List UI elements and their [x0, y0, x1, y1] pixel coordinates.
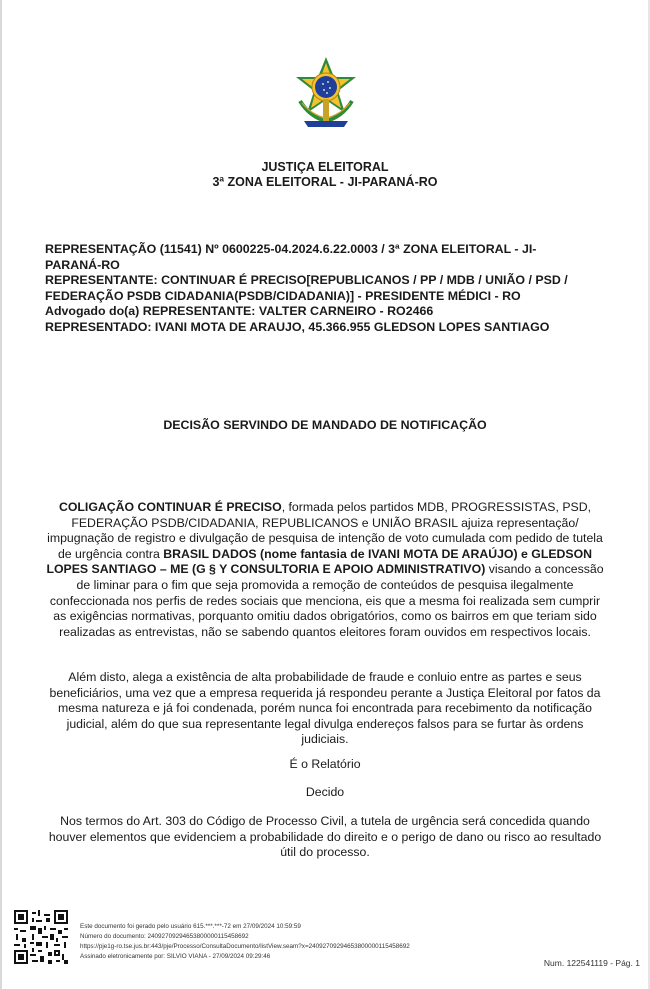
page-number: Num. 122541119 - Pág. 1	[543, 958, 640, 968]
report-line: É o Relatório	[289, 757, 361, 771]
electoral-zone: 3ª ZONA ELEITORAL - JI-PARANÁ-RO	[212, 175, 438, 189]
lawyer: Advogado do(a) REPRESENTANTE: VALTER CARNEIRO - RO2466	[45, 304, 434, 319]
paragraph-legal-basis: Nos termos do Art. 303 do Código de Processo Civil, a tutela de urgência será concedida quando houver elementos que evidenciem a probabilidade do direito e o perigo de dano ou risco ao resultado útil do processo.	[48, 814, 602, 860]
case-number-continuation: PARANÁ-RO	[45, 257, 120, 272]
decision-title: DECISÃO SERVINDO DE MANDADO DE NOTIFICAÇÃO	[163, 418, 487, 432]
paragraph-facts-text-a: , formada pelos partidos MDB, PROGRESSISTAS, PSD, FEDERAÇÃO PSDB/CIDADANIA, REPUBLICANOS e UNIÃO BRASIL ajuiza representação/ impugnação de registro e divulgação de pesquisa de intenção de voto cumulada com pedido de tutela de urgência contra	[47, 500, 603, 561]
court-name: JUSTIÇA ELEITORAL	[261, 160, 389, 174]
case-number: REPRESENTAÇÃO (11541) Nº 0600225-04.2024.6.22.0003 / 3ª ZONA ELEITORAL - JI-	[45, 242, 537, 256]
paragraph-facts	[42, 500, 608, 640]
defendant-names: BRASIL DADOS (nome fantasia de IVANI MOTA DE ARAÚJO) e GLEDSON LOPES SANTIAGO – ME (G § Y CONSULTORIA E APOIO ADMINISTRATIVO)	[46, 546, 593, 577]
document-metadata	[80, 922, 410, 962]
plaintiff-coalition: COLIGAÇÃO CONTINUAR É PRECISO	[58, 500, 282, 514]
document-number: Número do documento: 24092709294653800000115458692	[80, 933, 249, 940]
decide-line: Decido	[305, 785, 345, 799]
defendant: REPRESENTADO: IVANI MOTA DE ARAUJO, 45.366.955 GLEDSON LOPES SANTIAGO	[45, 319, 550, 334]
case-header	[45, 242, 610, 336]
brazil-coat-of-arms-icon	[290, 55, 362, 133]
document-url-link[interactable]: https://pje1g-ro.tse.jus.br:443/pje/Processo/ConsultaDocumento/listView.seam?x=24092709294653800000115458692	[80, 943, 410, 950]
signature: Assinado eletronicamente por: SILVIO VIANA - 27/09/2024 09:29:46	[80, 953, 271, 960]
plaintiff-continuation: FEDERAÇÃO PSDB CIDADANIA(PSDB/CIDADANIA)] - PRESIDENTE MÉDICI - RO	[45, 288, 521, 303]
qr-code-icon[interactable]	[14, 910, 68, 964]
plaintiff: REPRESENTANTE: CONTINUAR É PRECISO[REPUBLICANOS / PP / MDB / UNIÃO / PSD /	[45, 273, 568, 288]
generated-by: Este documento foi gerado pelo usuário 615.***.***-72 em 27/09/2024 10:59:59	[80, 923, 301, 930]
paragraph-facts-text-b: visando a concessão de liminar para o fim que seja promovida a remoção de conteúdos de pesquisa ilegalmente confeccionada nos perfis de redes sociais que menciona, eis que a mesma foi realizada sem cumprir as exigências normativas, porquanto omitiu dados obrigatórios, como os bairros em que teriam sido realizadas as entrevistas, não se sabendo quantos eleitores foram ouvidos em respectivos locais.	[49, 562, 604, 639]
paragraph-allegations: Além disto, alega a existência de alta probabilidade de fraude e conluio entre as partes e seus beneficiários, uma vez que a empresa requerida já respondeu perante a Justiça Eleitoral por fatos da mesma natureza e já foi condenada, porém nunca foi encontrada para recebimento da notificação judicial, além do que sua representante legal divulga endereços falsos para se furtar às ordens judiciais.	[49, 670, 601, 747]
